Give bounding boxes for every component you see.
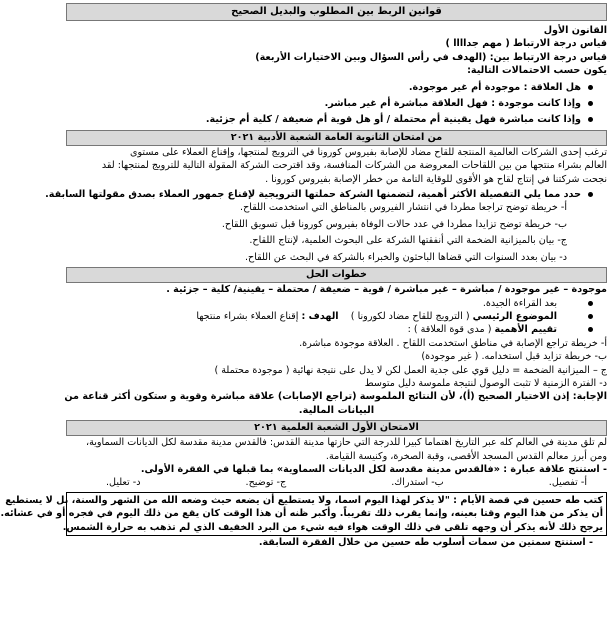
passage3-question: - استنتج سمتين من سمات أسلوب طه حسين من خلال الفقرة السابقة.: [258, 537, 593, 548]
exam2-option: أ- تفصيل.: [548, 477, 587, 489]
exam1-option: ج- بيان بالميزانية الضخمة التي أنفقتها الشركة على البحوث العلمية، لإنتاج اللقاح.: [249, 235, 567, 247]
importance-label: تقييم الأهمية: [494, 324, 557, 336]
topic-text: ( الترويج للقاح مضاد لكورونا ): [350, 310, 470, 322]
law1-probabilities-label: يكون حسب الاحتمالات التالية:: [467, 65, 607, 77]
law1-measure-2: قياس درجة الارتباط بين: (الهدف في رأس السؤال وبين الاختيارات الأربعة): [255, 51, 607, 63]
goal-label: الهدف :: [301, 310, 339, 322]
solution-eval-line: ج – الميزانية الضخمة = دليل قوي على جدية العمل لكن لا يدل على نتيجة نهائية ( موجودة محتملة ): [214, 364, 607, 376]
exam2-option: ب- استدراك.: [391, 477, 444, 489]
exam2-option: ج- توضيح.: [245, 477, 287, 489]
solution-answer: الإجابة: إذن الاختيار الصحيح (أ)، لأن النتائج الملموسة (تراجع الإصابات) علاقة مباشرة وقوية و ستكون أكثر قناعة من: [64, 391, 607, 403]
goal-text: إقناع العملاء بشراء منتجها: [196, 310, 299, 322]
solution-eval-line: ب- خريطة تزايد قبل استخدامه. ( غير موجودة): [421, 351, 607, 363]
exam2-option: د- تعليل.: [106, 477, 141, 489]
page-title: قوانين الربط بين المطلوب والبديل الصحيح: [66, 3, 607, 21]
exam1-option: أ- خريطة توضح تراجعا مطردا في انتشار الفيروس بالمناطق التي استخدمت اللقاح.: [240, 202, 567, 214]
solution-heading: خطوات الحل: [66, 267, 607, 283]
solution-keywords: موجودة – غير موجودة / مباشرة – غير مباشرة / قوية – ضعيفة / محتملة – يقينية/ كلية – جزئية .: [166, 284, 607, 296]
exam1-passage-line: العالم بشراء منتجها من بين اللقاحات المعروضة من الشركات المنافسة، وقد اقترحت الشركة المقولة التالية للترويج لمنتجها: لقد: [101, 160, 607, 172]
passage3-line: أن يذكر من هذا اليوم وقتا بعينه، وإنما يقرب ذلك تقريباً. وأكبر ظنه أن هذا الوقت كان يقع من ذلك اليوم في فجره أو في عشائه.: [0, 508, 603, 520]
solution-answer-cont: البيانات المالية.: [298, 404, 375, 416]
exam2-options: [66, 476, 607, 489]
exam1-option: ب- خريطة توضح تزايدا مطردا في عدد حالات الوفاة بفيروس كورونا قبل تسويق اللقاح.: [221, 218, 567, 230]
exam2-passage-line: ومن أبرز معالم القدس المسجد الأقصى، وقبة الصخرة، وكنيسة القيامة.: [325, 450, 607, 462]
law1-bullet: وإذا كانت مباشرة فهل يقينية أم محتملة / أو هل قوية أم ضعيفة / كلية أم جزئية.: [66, 113, 607, 126]
exam1-option: د- بيان بعدد السنوات التي قضاها الباحثون والخبراء بالشركة في البحث عن اللقاح.: [244, 251, 567, 263]
solution-eval-line: أ- خريطة تراجع الإصابة في مناطق استخدمت اللقاح . العلاقة موجودة مباشرة.: [299, 337, 607, 349]
exam2-passage-line: لم تلق مدينة في العالم كله عبر التاريخ اهتماما كبيرا للدرجة التي حازتها مدينة القدس: فالقدس مدينة مقدسة لكل الديانات السماوية،: [86, 437, 607, 449]
exam1-question: حدد مما يلي التفصيلة الأكثر أهمية، لتضمنها الشركة حملتها الترويجية لإقناع جمهور العملاء بصدق مقولتها السابقة.: [66, 188, 607, 201]
exam1-heading: من امتحان الثانوية العامة الشعبة الأدبية ٢٠٢١: [66, 130, 607, 146]
law1-heading: القانون الأول: [543, 25, 607, 36]
solution-step-reading: بعد القراءة الجيدة.: [66, 297, 607, 310]
solution-step-topic: [66, 310, 607, 323]
exam1-passage-line: نجحت شركتنا في إنتاج لقاح هو الأقوى للوقاية التامة من خطر الإصابة بفيروس كورونا .: [265, 173, 607, 185]
exam1-passage-line: ترغب إحدى الشركات العالمية المنتجة للقاح مضاد للإصابة بفيروس كورونا في الترويج لمنتجها، وإقناع العملاء على مستوى: [129, 146, 607, 158]
topic-label: الموضوع الرئيسي: [472, 310, 557, 322]
law1-bullet: وإذا كانت موجودة : فهل العلاقة مباشرة أم غير مباشر.: [66, 97, 607, 110]
solution-step-importance: [66, 323, 607, 336]
law1-bullet: هل العلاقة : موجودة أم غير موجودة.: [66, 81, 607, 94]
passage3-line: كتب طه حسين في قصة الأيام : "لا يذكر لهذا اليوم اسما، ولا يستطيع أن يضعه حيث وضعه الله من الشهر والسنة، بل لا يستطيع: [5, 494, 603, 506]
document-page: [0, 3, 607, 549]
importance-text: ( مدى قوة العلاقة ) :: [407, 324, 492, 336]
passage3-line: يرجح ذلك لأنه يذكر أن وجهه تلقى في ذلك الوقت هواء فيه شيء من البرد الخفيف الذي لم تذهب به حرارة الشمس.: [62, 521, 603, 533]
law1-measure-1: قياس درجة الارتباط ( مهم جداااا ): [445, 38, 607, 50]
exam2-heading: الامتحان الأول الشعبة العلمية ٢٠٢١: [66, 420, 607, 436]
solution-eval-line: د- الفترة الزمنية لا تثبت الوصول لنتيجة ملموسة دليل متوسط: [364, 377, 607, 389]
exam2-question: - استنتج علاقة عبارة : «فالقدس مدينة مقدسة لكل الديانات السماوية» بما قبلها في الفقرة الأولى.: [140, 463, 607, 475]
passage3-box: [0, 492, 607, 536]
